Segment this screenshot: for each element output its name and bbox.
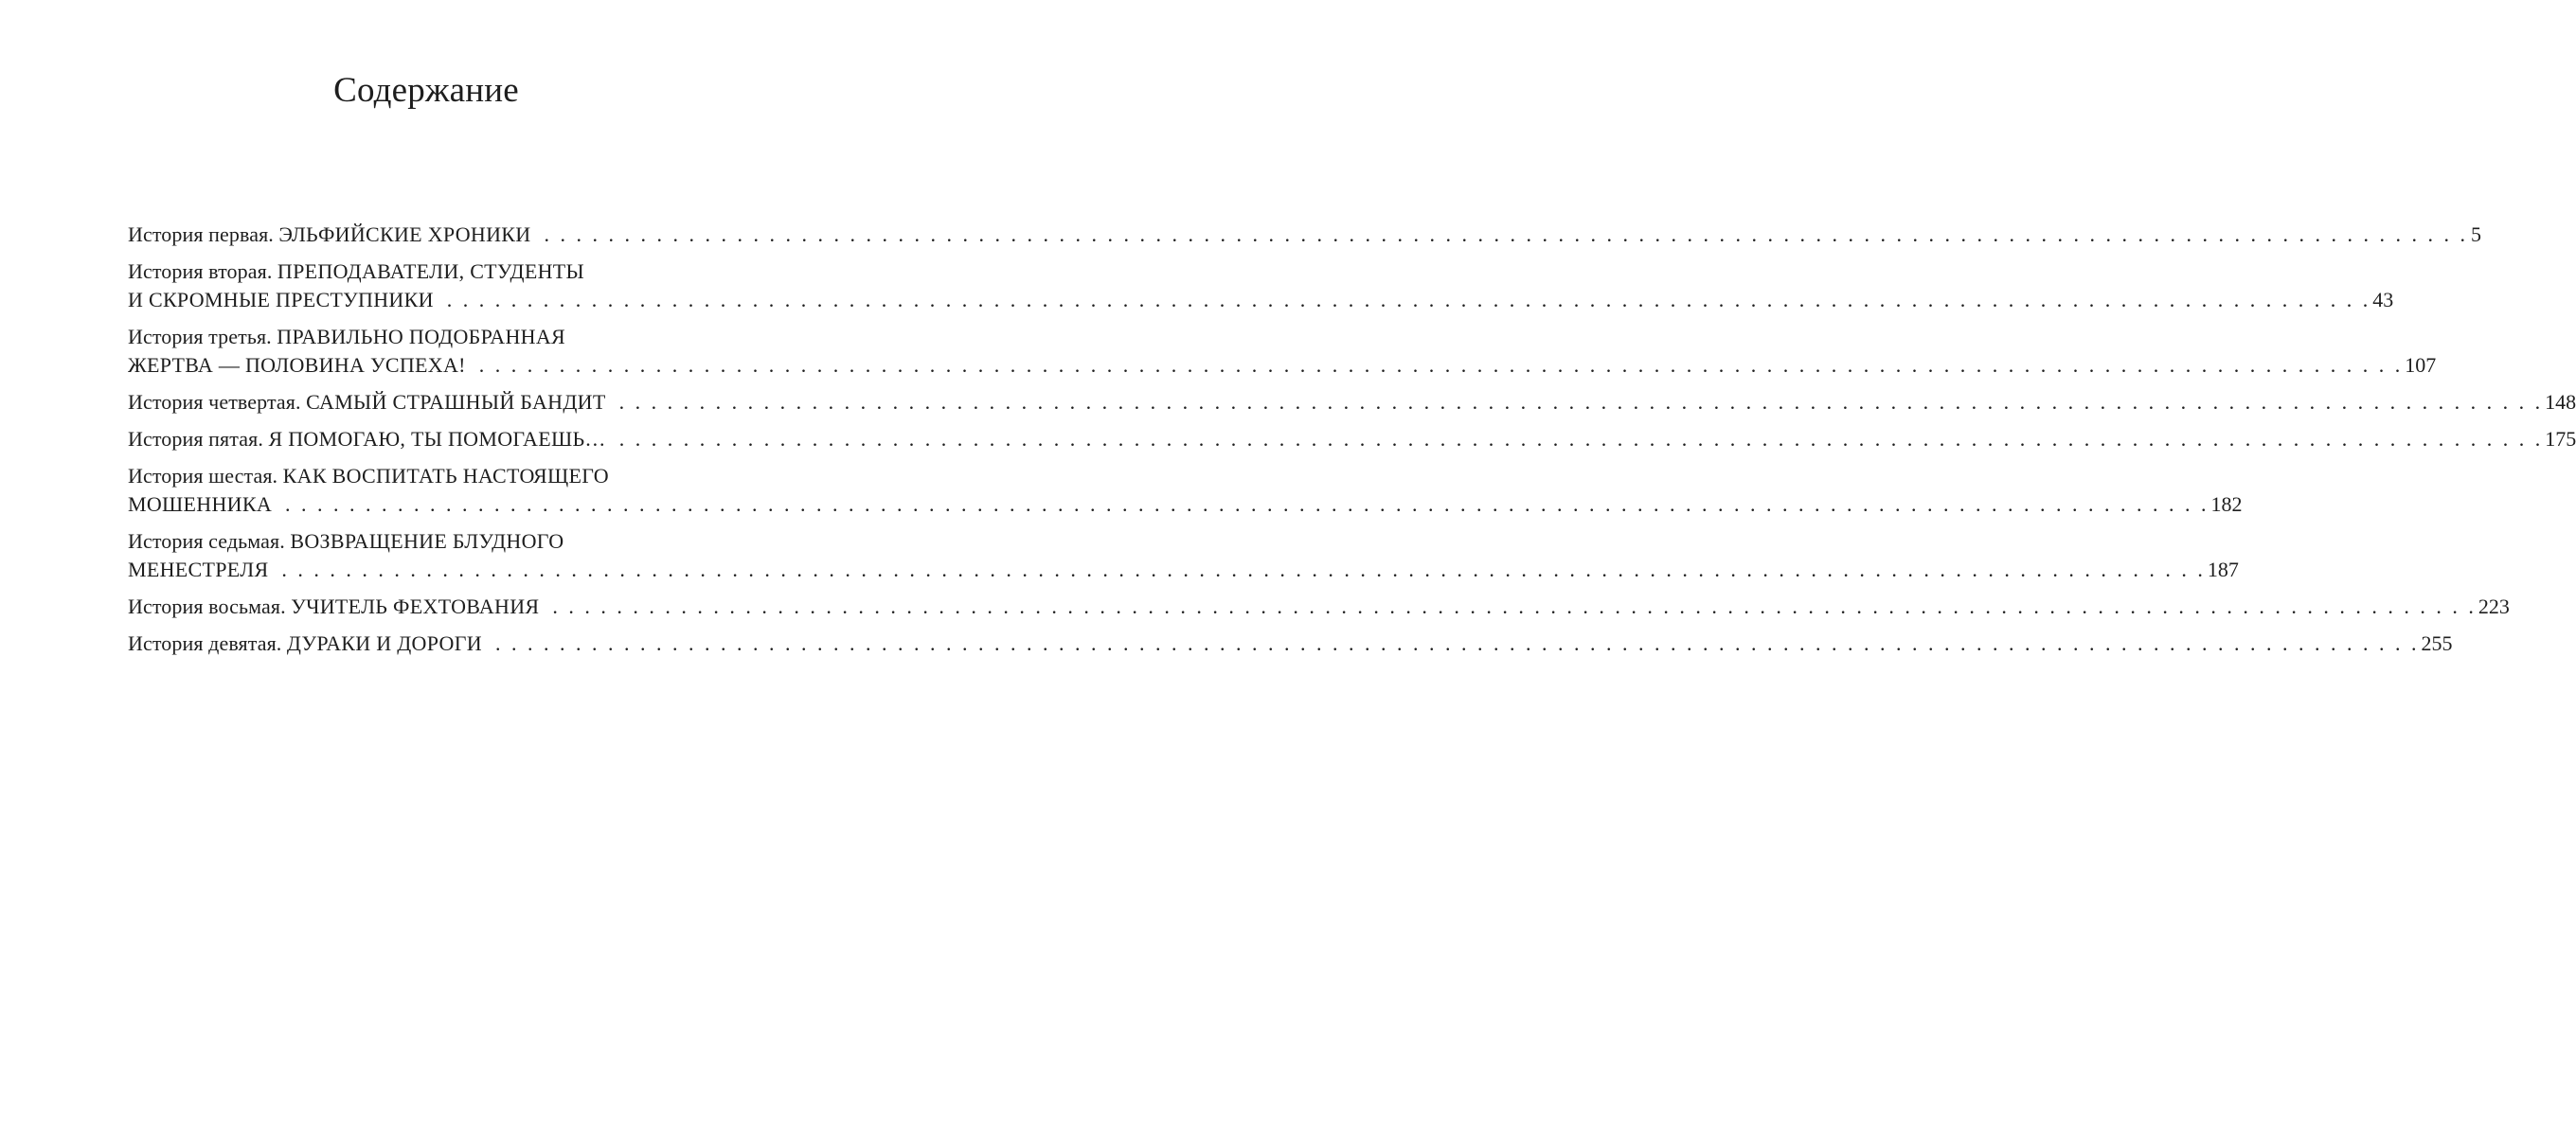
toc-entry-text <box>128 221 530 249</box>
toc-entry[interactable] <box>128 323 2437 380</box>
page-number: 175 <box>2545 427 2576 451</box>
toc-entry[interactable] <box>128 593 2510 621</box>
toc-entry-title: ПРЕПОДАВАТЕЛИ, СТУДЕНТЫ <box>277 259 585 283</box>
toc-entry-last-line <box>128 221 2481 249</box>
toc-entry-text <box>128 425 606 453</box>
table-of-contents <box>128 221 2576 666</box>
toc-entry-prefix: История третья. <box>128 325 272 348</box>
toc-entry-last-line <box>128 351 2437 380</box>
page-number: 182 <box>2210 492 2243 516</box>
dot-leader: . . . . . . . . . . . . . . . . . . . . . . . . . . . . . . . . . . . . . . . . . . . . . . . . . . . . . . . . . . . . . . . . . . . . . . . . . . . . . . . . . . . . . . . . . . . . . . . . . . . . . . . . . . . . . . . . . . . . . . . . <box>446 288 2371 311</box>
toc-entry-title: ПРАВИЛЬНО ПОДОБРАННАЯ <box>277 325 566 348</box>
page-number: 223 <box>2478 595 2510 618</box>
dot-leader: . . . . . . . . . . . . . . . . . . . . . . . . . . . . . . . . . . . . . . . . . . . . . . . . . . . . . . . . . . . . . . . . . . . . . . . . . . . . . . . . . . . . . . . . . . . . . . . . . . . . . . . . . . . . . . . . . . . . . . . . <box>552 595 2477 618</box>
page-number: 107 <box>2405 353 2437 377</box>
toc-entry-title: ЖЕРТВА — ПОЛОВИНА УСПЕХА! <box>128 353 466 377</box>
toc-entry-title: Я ПОМОГАЮ, ТЫ ПОМОГАЕШЬ… <box>268 427 606 451</box>
toc-entry-last-line <box>128 490 2243 519</box>
toc-entry-text <box>128 490 272 519</box>
toc-entry[interactable] <box>128 425 2576 453</box>
dot-leader: . . . . . . . . . . . . . . . . . . . . . . . . . . . . . . . . . . . . . . . . . . . . . . . . . . . . . . . . . . . . . . . . . . . . . . . . . . . . . . . . . . . . . . . . . . . . . . . . . . . . . . . . . . . . . . . . . . . . . . . . <box>544 222 2468 246</box>
toc-entry-text <box>128 388 606 417</box>
dot-leader: . . . . . . . . . . . . . . . . . . . . . . . . . . . . . . . . . . . . . . . . . . . . . . . . . . . . . . . . . . . . . . . . . . . . . . . . . . . . . . . . . . . . . . . . . . . . . . . . . . . . . . . . . . . . . . . . . . . . . . . . <box>478 353 2404 377</box>
toc-entry-title: ЭЛЬФИЙСКИЕ ХРОНИКИ <box>278 222 531 246</box>
toc-entry-line <box>128 527 750 556</box>
toc-entry-last-line <box>128 286 2394 314</box>
toc-entry-title: САМЫЙ СТРАШНЫЙ БАНДИТ <box>306 390 606 414</box>
page-number: 148 <box>2545 390 2576 414</box>
toc-entry-prefix: История вторая. <box>128 259 273 283</box>
toc-entry[interactable] <box>128 527 2239 584</box>
toc-entry-line <box>128 462 750 490</box>
page-number: 43 <box>2372 288 2394 311</box>
toc-entry-last-line <box>128 593 2510 621</box>
toc-entry-last-line <box>128 556 2239 584</box>
toc-entry-prefix: История первая. <box>128 222 274 246</box>
toc-entry-last-line <box>128 388 2576 417</box>
toc-entry-prefix: История четвертая. <box>128 390 301 414</box>
page-number: 255 <box>2421 631 2453 655</box>
toc-entry[interactable] <box>128 630 2453 658</box>
dot-leader: . . . . . . . . . . . . . . . . . . . . . . . . . . . . . . . . . . . . . . . . . . . . . . . . . . . . . . . . . . . . . . . . . . . . . . . . . . . . . . . . . . . . . . . . . . . . . . . . . . . . . . . . . . . . . . . . . . . . . . . . <box>618 390 2544 414</box>
toc-entry-title: УЧИТЕЛЬ ФЕХТОВАНИЯ <box>291 595 540 618</box>
toc-entry-text <box>128 593 539 621</box>
toc-entry-title: МОШЕННИКА <box>128 492 273 516</box>
toc-entry-text <box>128 556 268 584</box>
page-title: Содержание <box>333 71 519 110</box>
toc-entry-text <box>128 286 434 314</box>
page-number: 187 <box>2207 558 2239 581</box>
dot-leader: . . . . . . . . . . . . . . . . . . . . . . . . . . . . . . . . . . . . . . . . . . . . . . . . . . . . . . . . . . . . . . . . . . . . . . . . . . . . . . . . . . . . . . . . . . . . . . . . . . . . . . . . . . . . . . . . . . . . . . . . <box>281 558 2206 581</box>
toc-entry-text <box>128 630 482 658</box>
dot-leader: . . . . . . . . . . . . . . . . . . . . . . . . . . . . . . . . . . . . . . . . . . . . . . . . . . . . . . . . . . . . . . . . . . . . . . . . . . . . . . . . . . . . . . . . . . . . . . . . . . . . . . . . . . . . . . . . . . . . . . . . <box>285 492 2209 516</box>
toc-entry-title: ДУРАКИ И ДОРОГИ <box>286 631 482 655</box>
toc-entry-title: ВОЗВРАЩЕНИЕ БЛУДНОГО <box>290 529 564 553</box>
toc-entry[interactable] <box>128 257 2394 314</box>
toc-entry-line <box>128 257 750 286</box>
toc-entry-last-line <box>128 630 2453 658</box>
dot-leader: . . . . . . . . . . . . . . . . . . . . . . . . . . . . . . . . . . . . . . . . . . . . . . . . . . . . . . . . . . . . . . . . . . . . . . . . . . . . . . . . . . . . . . . . . . . . . . . . . . . . . . . . . . . . . . . . . . . . . . . . <box>494 631 2420 655</box>
toc-entry[interactable] <box>128 388 2576 417</box>
toc-entry[interactable] <box>128 462 2243 519</box>
toc-entry-prefix: История седьмая. <box>128 529 285 553</box>
toc-entry-last-line <box>128 425 2576 453</box>
toc-entry-prefix: История шестая. <box>128 464 278 488</box>
toc-entry-title: И СКРОМНЫЕ ПРЕСТУПНИКИ <box>128 288 434 311</box>
toc-entry-prefix: История пятая. <box>128 427 263 451</box>
toc-entry-text <box>128 351 466 380</box>
toc-entry-prefix: История девятая. <box>128 631 282 655</box>
toc-entry-title: МЕНЕСТРЕЛЯ <box>128 558 269 581</box>
toc-entry-prefix: История восьмая. <box>128 595 286 618</box>
toc-entry-title: КАК ВОСПИТАТЬ НАСТОЯЩЕГО <box>282 464 609 488</box>
dot-leader: . . . . . . . . . . . . . . . . . . . . . . . . . . . . . . . . . . . . . . . . . . . . . . . . . . . . . . . . . . . . . . . . . . . . . . . . . . . . . . . . . . . . . . . . . . . . . . . . . . . . . . . . . . . . . . . . . . . . . . . . <box>618 427 2544 451</box>
toc-entry-line <box>128 323 750 351</box>
toc-entry[interactable] <box>128 221 2481 249</box>
page-number: 5 <box>2470 222 2481 246</box>
